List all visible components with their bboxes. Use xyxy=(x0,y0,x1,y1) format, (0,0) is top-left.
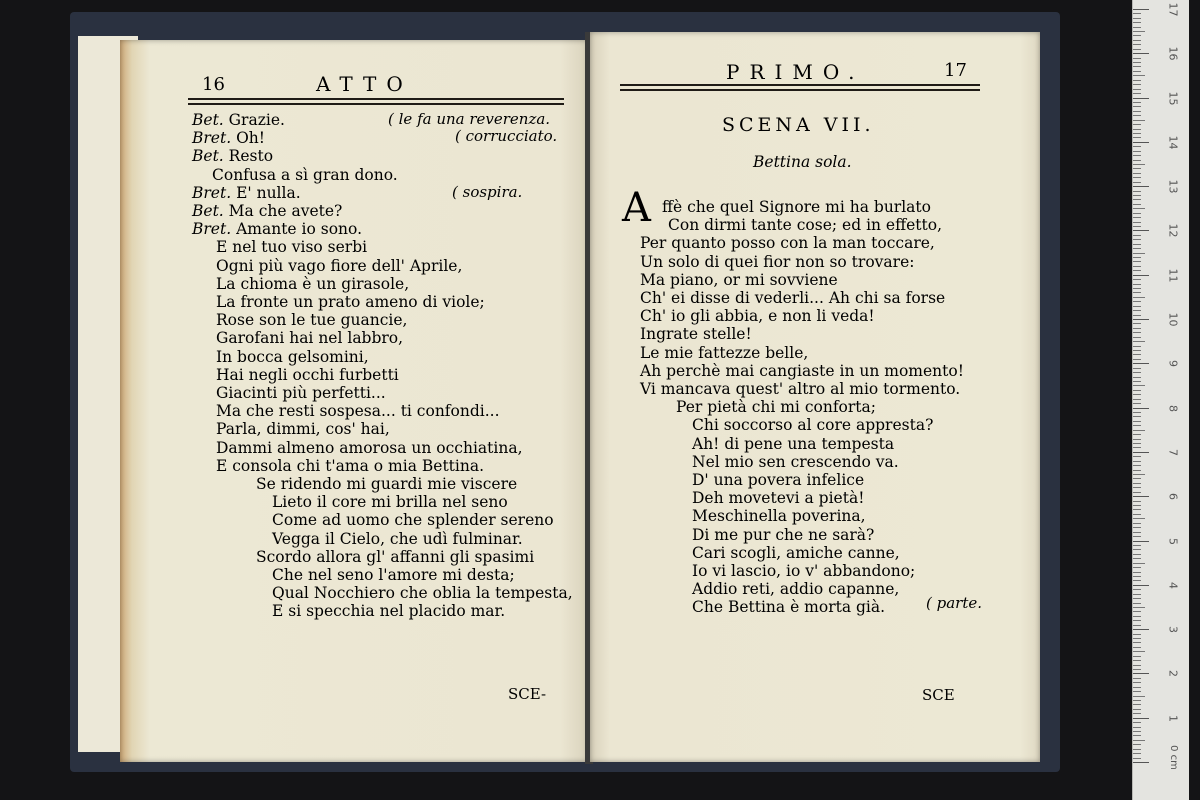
verse-text: Resto xyxy=(228,147,274,166)
ruler-tick xyxy=(1133,576,1141,577)
ruler-tick xyxy=(1133,461,1141,462)
verse-line xyxy=(216,329,403,347)
ruler-label: 10 xyxy=(1166,312,1180,327)
speaker-name: Bet. xyxy=(192,147,224,166)
ruler-tick xyxy=(1133,549,1141,550)
ruler-tick xyxy=(1133,137,1141,138)
verse-text: Grazie. xyxy=(228,111,285,129)
verse-line xyxy=(272,566,515,584)
ruler-tick xyxy=(1133,199,1141,200)
verse-line xyxy=(192,202,342,220)
ruler-tick xyxy=(1133,665,1141,666)
ruler-tick xyxy=(1133,642,1141,643)
ruler-tick xyxy=(1133,124,1141,125)
verse-line xyxy=(216,439,523,457)
ruler-tick xyxy=(1133,399,1141,400)
verse-line: Ch' io gli abbia, e non li veda! xyxy=(640,307,875,326)
speaker-name: Bet. xyxy=(192,202,224,220)
ruler-tick xyxy=(1133,244,1141,245)
ruler-tick xyxy=(1133,372,1141,373)
verse-line xyxy=(192,220,362,238)
verse-text: Che nel seno l'amore mi desta; xyxy=(272,566,515,584)
ruler-tick xyxy=(1133,647,1141,648)
verse-text: Come ad uomo che splender sereno xyxy=(272,511,554,530)
verse-line xyxy=(216,293,485,311)
ruler-tick xyxy=(1133,487,1141,488)
verse-line xyxy=(192,129,265,147)
ruler-tick xyxy=(1133,363,1149,364)
verse-line: Di me pur che ne sarà? xyxy=(692,525,875,544)
ruler-tick xyxy=(1133,572,1141,573)
verse-line xyxy=(216,348,369,366)
ruler-tick xyxy=(1133,416,1141,417)
verse-line: Io vi lascio, io v' abbandono; xyxy=(692,562,916,580)
verse-line: Ch' ei disse di vederli... Ah chi sa forse xyxy=(640,289,946,307)
speaker-name: Bret. xyxy=(192,220,232,239)
verse-line xyxy=(272,511,554,529)
ruler-tick xyxy=(1133,616,1141,617)
ruler-label: 15 xyxy=(1166,91,1180,105)
ruler-tick xyxy=(1133,266,1141,267)
ruler-tick xyxy=(1133,638,1141,639)
verse-line xyxy=(216,384,386,402)
ruler-tick xyxy=(1133,394,1141,395)
ruler-tick xyxy=(1133,532,1141,533)
ruler-tick xyxy=(1133,111,1141,112)
ruler-tick xyxy=(1133,687,1141,688)
stage-direction: ( le fa una reverenza. xyxy=(388,110,551,128)
ruler-tick xyxy=(1133,346,1141,347)
ruler-tick xyxy=(1133,447,1141,448)
ruler-tick xyxy=(1133,35,1141,36)
ruler-tick xyxy=(1133,563,1145,564)
ruler-tick xyxy=(1133,567,1141,568)
verse-line: Vi mancava quest' altro al mio tormento. xyxy=(640,380,961,398)
ruler-tick xyxy=(1133,735,1141,736)
ruler-tick xyxy=(1133,425,1141,426)
verse-text: Garofani hai nel labbro, xyxy=(216,329,404,348)
ruler-tick xyxy=(1133,718,1149,719)
verse-line: Le mie fattezze belle, xyxy=(640,343,809,362)
ruler-tick xyxy=(1133,168,1141,169)
speaker-name: Bet. xyxy=(192,111,224,129)
ruler-tick xyxy=(1133,434,1141,435)
ruler-tick xyxy=(1133,682,1141,683)
ruler-tick xyxy=(1133,230,1149,231)
ruler-tick xyxy=(1133,421,1141,422)
ruler-label: 16 xyxy=(1166,46,1180,61)
ruler-tick xyxy=(1133,673,1149,674)
ruler-tick xyxy=(1133,634,1141,635)
right-running-head: PRIMO. xyxy=(726,60,865,84)
verse-text: Qual Nocchiero che oblia la tempesta, xyxy=(272,584,573,603)
ruler-tick xyxy=(1133,106,1141,107)
ruler-tick xyxy=(1133,492,1141,493)
ruler-tick xyxy=(1133,541,1149,542)
verse-line xyxy=(216,457,484,475)
verse-text: Confusa a sì gran dono. xyxy=(212,165,398,184)
ruler-tick xyxy=(1133,195,1141,196)
ruler-tick xyxy=(1133,350,1141,351)
verse-line: Ah perchè mai cangiaste in un momento! xyxy=(640,361,964,380)
verse-line xyxy=(272,602,505,620)
ruler-tick xyxy=(1133,558,1141,559)
verse-line: Nel mio sen crescendo va. xyxy=(692,452,899,471)
ruler-label: 6 xyxy=(1166,493,1180,501)
ruler-label: 17 xyxy=(1166,2,1180,17)
ruler-tick xyxy=(1133,465,1141,466)
ruler-tick xyxy=(1133,288,1141,289)
ruler-tick xyxy=(1133,208,1145,209)
ruler-tick xyxy=(1133,9,1149,10)
verse-text: Se ridendo mi guardi mie viscere xyxy=(256,475,518,493)
ruler-tick xyxy=(1133,740,1145,741)
ruler-tick xyxy=(1133,408,1149,409)
ruler-tick xyxy=(1133,44,1141,45)
ruler-tick xyxy=(1133,93,1141,94)
verse-text: Oh! xyxy=(236,129,265,148)
ruler-tick xyxy=(1133,146,1141,147)
verse-text: E nel tuo viso serbi xyxy=(216,238,368,257)
verse-text: Ma che avete? xyxy=(228,202,343,220)
ruler-tick xyxy=(1133,700,1141,701)
ruler-tick xyxy=(1133,204,1141,205)
verse-line: Ah! di pene una tempesta xyxy=(692,434,895,453)
ruler-tick xyxy=(1133,651,1145,652)
ruler-tick xyxy=(1133,84,1141,85)
ruler-tick xyxy=(1133,762,1149,763)
ruler-tick xyxy=(1133,523,1141,524)
ruler-tick xyxy=(1133,585,1149,586)
verse-line xyxy=(256,548,534,566)
ruler-tick xyxy=(1133,129,1141,130)
ruler-tick xyxy=(1133,186,1149,187)
ruler-tick xyxy=(1133,58,1141,59)
ruler-label: 7 xyxy=(1166,448,1180,456)
ruler-tick xyxy=(1133,722,1141,723)
ruler-tick xyxy=(1133,226,1141,227)
ruler-tick xyxy=(1133,527,1141,528)
verse-line xyxy=(192,184,301,202)
verse-line: Per quanto posso con la man toccare, xyxy=(640,234,935,253)
ruler-tick xyxy=(1133,403,1141,404)
verse-line: Che Bettina è morta già. xyxy=(692,598,886,617)
verse-line: ffè che quel Signore mi ha burlato xyxy=(662,198,931,216)
ruler-tick xyxy=(1133,164,1145,165)
ruler-tick xyxy=(1133,496,1149,497)
ruler-tick xyxy=(1133,275,1149,276)
ruler-tick xyxy=(1133,13,1141,14)
ruler-label: 9 xyxy=(1166,360,1180,368)
ruler-tick xyxy=(1133,611,1141,612)
verse-text: Lieto il core mi brilla nel seno xyxy=(272,493,508,512)
verse-line xyxy=(216,257,462,275)
left-running-head: ATTO xyxy=(316,72,413,96)
stage-direction: ( corrucciato. xyxy=(455,127,558,145)
ruler-label: 8 xyxy=(1166,404,1180,412)
ruler-tick xyxy=(1133,456,1141,457)
verse-text: E consola chi t'ama o mia Bettina. xyxy=(216,456,485,475)
verse-line xyxy=(272,493,508,511)
ruler-tick xyxy=(1133,18,1141,19)
ruler-tick xyxy=(1133,696,1145,697)
ruler-tick xyxy=(1133,430,1145,431)
ruler-tick xyxy=(1133,49,1141,50)
ruler-tick xyxy=(1133,518,1145,519)
verse-text: Ogni più vago fiore dell' Aprile, xyxy=(216,256,463,275)
ruler-tick xyxy=(1133,580,1141,581)
speaker-name: Bret. xyxy=(192,183,232,202)
verse-text: E si specchia nel placido mar. xyxy=(272,602,506,621)
ruler-tick xyxy=(1133,301,1141,302)
ruler-tick xyxy=(1133,310,1141,311)
stage-direction: ( sospira. xyxy=(452,183,523,201)
ruler-tick xyxy=(1133,71,1141,72)
ruler-tick xyxy=(1133,75,1145,76)
ruler-tick xyxy=(1133,709,1141,710)
ruler-tick xyxy=(1133,509,1141,510)
ruler-tick xyxy=(1133,155,1141,156)
ruler-tick xyxy=(1133,625,1141,626)
verse-line: Ingrate stelle! xyxy=(640,325,752,344)
ruler-tick xyxy=(1133,315,1141,316)
ruler-tick xyxy=(1133,753,1141,754)
ruler-tick xyxy=(1133,598,1141,599)
left-catchword: SCE- xyxy=(508,685,547,703)
verse-line: Ma piano, or mi sovviene xyxy=(640,270,838,289)
exit-direction: ( parte. xyxy=(926,594,983,612)
ruler-tick xyxy=(1133,385,1145,386)
ruler-tick xyxy=(1133,160,1141,161)
verse-line: Un solo di quei fior non so trovare: xyxy=(640,252,915,271)
ruler-tick xyxy=(1133,120,1145,121)
ruler-tick xyxy=(1133,501,1141,502)
left-header-rule xyxy=(188,98,564,100)
ruler-tick xyxy=(1133,554,1141,555)
ruler-tick xyxy=(1133,603,1141,604)
ruler-tick xyxy=(1133,744,1141,745)
ruler-tick xyxy=(1133,731,1141,732)
ruler-tick xyxy=(1133,80,1141,81)
ruler-tick xyxy=(1133,328,1141,329)
verse-text: Vegga il Cielo, che udì fulminar. xyxy=(272,529,523,548)
verse-line: Chi soccorso al core appresta? xyxy=(692,416,934,435)
verse-line xyxy=(192,147,273,165)
ruler-tick xyxy=(1133,381,1141,382)
ruler-tick xyxy=(1133,656,1141,657)
ruler-tick xyxy=(1133,589,1141,590)
ruler-tick xyxy=(1133,142,1149,143)
speaker-name: Bret. xyxy=(192,129,232,148)
ruler-tick xyxy=(1133,470,1141,471)
verse-line xyxy=(216,275,409,293)
ruler-tick xyxy=(1133,151,1141,152)
ruler-tick xyxy=(1133,713,1141,714)
ruler-tick xyxy=(1133,27,1141,28)
verse-line: Con dirmi tante cose; ed in effetto, xyxy=(668,216,943,235)
verse-line xyxy=(272,530,523,548)
verse-line xyxy=(256,475,517,493)
ruler-tick xyxy=(1133,359,1141,360)
ruler-label: 1 xyxy=(1166,714,1180,722)
verse-line xyxy=(216,420,390,438)
ruler-tick xyxy=(1133,279,1141,280)
ruler-tick xyxy=(1133,257,1141,258)
ruler-tick xyxy=(1133,691,1141,692)
ruler-tick xyxy=(1133,89,1141,90)
ruler-tick xyxy=(1133,133,1141,134)
ruler-tick xyxy=(1133,284,1141,285)
verse-line: Addio reti, addio capanne, xyxy=(692,580,900,599)
ruler-tick xyxy=(1133,22,1141,23)
ruler-label: 3 xyxy=(1166,626,1180,634)
ruler-label: 4 xyxy=(1166,581,1180,589)
ruler-tick xyxy=(1133,239,1141,240)
ruler-tick xyxy=(1133,297,1145,298)
ruler-label: 5 xyxy=(1166,537,1180,545)
ruler-tick xyxy=(1133,483,1141,484)
ruler-tick xyxy=(1133,607,1145,608)
scene-subtitle: Bettina sola. xyxy=(753,153,852,171)
ruler-tick xyxy=(1133,341,1145,342)
ruler-tick xyxy=(1133,758,1141,759)
drop-cap: A xyxy=(622,185,651,231)
ruler-tick xyxy=(1133,98,1149,99)
ruler-tick xyxy=(1133,323,1141,324)
verse-text: Dammi almeno amorosa un occhiatina, xyxy=(216,438,523,457)
ruler-tick xyxy=(1133,173,1141,174)
ruler-tick xyxy=(1133,660,1141,661)
verse-line xyxy=(192,111,285,129)
verse-line: Per pietà chi mi conforta; xyxy=(676,398,876,417)
ruler-tick xyxy=(1133,439,1141,440)
ruler-tick xyxy=(1133,102,1141,103)
ruler-tick xyxy=(1133,629,1149,630)
ruler-tick xyxy=(1133,191,1141,192)
verse-line xyxy=(212,166,398,184)
verse-text: La fronte un prato ameno di viole; xyxy=(216,293,485,311)
ruler-unit: 0 cm xyxy=(1167,745,1179,770)
ruler-tick xyxy=(1133,704,1141,705)
scene-title: SCENA VII. xyxy=(722,114,875,136)
verse-line: D' una povera infelice xyxy=(692,471,865,489)
ruler-tick xyxy=(1133,66,1141,67)
verse-text: Scordo allora gl' affanni gli spasimi xyxy=(256,547,535,566)
ruler-tick xyxy=(1133,452,1149,453)
verse-text: Parla, dimmi, cos' hai, xyxy=(216,420,390,439)
ruler-tick xyxy=(1133,248,1141,249)
ruler-tick xyxy=(1133,53,1149,54)
ruler-tick xyxy=(1133,306,1141,307)
ruler-tick xyxy=(1133,594,1141,595)
ruler-tick xyxy=(1133,217,1141,218)
ruler-tick xyxy=(1133,478,1141,479)
ruler-tick xyxy=(1133,474,1145,475)
verse-text: Ma che resti sospesa... ti confondi... xyxy=(216,402,500,421)
verse-line xyxy=(216,311,408,329)
verse-line: Meschinella poverina, xyxy=(692,507,866,526)
verse-text: Hai negli occhi furbetti xyxy=(216,365,399,384)
ruler-tick xyxy=(1133,235,1141,236)
ruler-tick xyxy=(1133,354,1141,355)
right-header-rule xyxy=(620,84,980,86)
ruler-tick xyxy=(1133,545,1141,546)
verse-line xyxy=(216,238,367,256)
verse-text: In bocca gelsomini, xyxy=(216,347,369,366)
ruler-tick xyxy=(1133,669,1141,670)
verse-line xyxy=(272,584,573,602)
ruler-tick xyxy=(1133,182,1141,183)
verse-line xyxy=(216,402,500,420)
ruler-tick xyxy=(1133,505,1141,506)
ruler-tick xyxy=(1133,292,1141,293)
ruler-tick xyxy=(1133,253,1145,254)
ruler-tick xyxy=(1133,368,1141,369)
ruler-tick xyxy=(1133,377,1141,378)
right-header-rule-2 xyxy=(620,89,980,91)
ruler-tick xyxy=(1133,412,1141,413)
ruler-tick xyxy=(1133,332,1141,333)
right-catchword: SCE xyxy=(922,686,955,704)
ruler-tick xyxy=(1133,261,1141,262)
ruler-tick xyxy=(1133,727,1141,728)
left-page-number: 16 xyxy=(202,74,225,95)
ruler-tick xyxy=(1133,620,1141,621)
right-page-number: 17 xyxy=(944,60,967,81)
ruler-label: 2 xyxy=(1166,670,1180,678)
ruler-tick xyxy=(1133,443,1141,444)
ruler-tick xyxy=(1133,749,1141,750)
measurement-ruler xyxy=(1132,0,1189,800)
ruler-tick xyxy=(1133,536,1141,537)
verse-text: Amante io sono. xyxy=(236,220,362,239)
verse-text: Giacinti più perfetti... xyxy=(216,384,386,402)
ruler-tick xyxy=(1133,319,1149,320)
verse-line xyxy=(216,366,399,384)
verse-text: La chioma è un girasole, xyxy=(216,274,410,293)
ruler-tick xyxy=(1133,62,1141,63)
verse-text: Rose son le tue guancie, xyxy=(216,311,408,330)
ruler-tick xyxy=(1133,31,1145,32)
ruler-tick xyxy=(1133,222,1141,223)
ruler-label: 14 xyxy=(1166,135,1180,150)
verse-line: Cari scogli, amiche canne, xyxy=(692,543,900,562)
ruler-tick xyxy=(1133,270,1141,271)
ruler-tick xyxy=(1133,390,1141,391)
ruler-label: 13 xyxy=(1166,179,1180,194)
ruler-label: 12 xyxy=(1166,223,1180,238)
ruler-tick xyxy=(1133,177,1141,178)
ruler-tick xyxy=(1133,115,1141,116)
ruler-label: 11 xyxy=(1166,268,1180,283)
verse-text: E' nulla. xyxy=(236,183,301,202)
ruler-tick xyxy=(1133,514,1141,515)
ruler-tick xyxy=(1133,678,1141,679)
verse-line: Deh movetevi a pietà! xyxy=(692,489,865,508)
ruler-tick xyxy=(1133,213,1141,214)
left-header-rule-2 xyxy=(188,103,564,105)
ruler-tick xyxy=(1133,40,1141,41)
ruler-tick xyxy=(1133,337,1141,338)
